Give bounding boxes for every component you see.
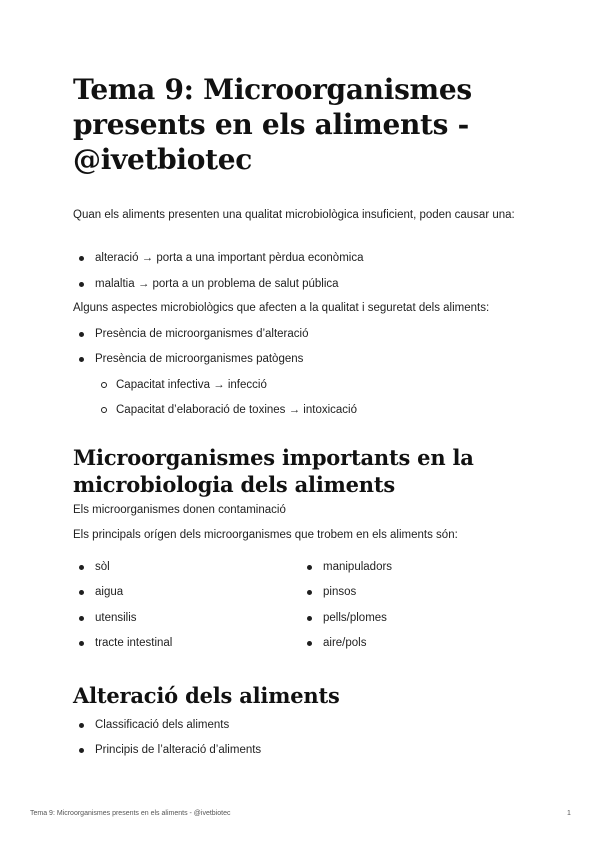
intro-list	[73, 250, 364, 267]
origins-list-col2	[301, 584, 356, 601]
section-heading-alteration: Alteració dels aliments	[73, 683, 340, 708]
origins-list-col1	[73, 610, 137, 627]
section-heading-microorganisms: Microorganismes importants en la microbiologia dels aliments	[73, 445, 474, 497]
list-item: tracte intestinal	[73, 635, 172, 652]
list-item: Presència de microorganismes patògens	[73, 351, 303, 368]
page-number: 1	[567, 810, 571, 817]
aspects-sublist	[73, 377, 267, 394]
list-item: utensilis	[73, 610, 137, 627]
list-item: pinsos	[301, 584, 356, 601]
origins-list-col2	[301, 635, 366, 652]
sub-list-item: Capacitat infectiva → infecció	[73, 377, 267, 394]
list-item: Classificació dels aliments	[73, 717, 229, 734]
list-item: sòl	[73, 559, 110, 576]
aspects-paragraph: Alguns aspectes microbiològics que afecten a la qualitat i seguretat dels aliments:	[73, 302, 490, 314]
aspects-list	[73, 351, 303, 368]
list-item: aigua	[73, 584, 123, 601]
list-item: manipuladors	[301, 559, 392, 576]
list-item: Presència de microorganismes d’alteració	[73, 326, 309, 343]
list-item: alteració → porta a una important pèrdua econòmica	[73, 250, 364, 267]
alteration-list	[73, 717, 229, 734]
intro-paragraph: Quan els aliments presenten una qualitat microbiològica insuficient, poden causar una:	[73, 209, 515, 221]
sub-list-item: Capacitat d’elaboració de toxines → intoxicació	[73, 402, 357, 419]
list-item: Principis de l’alteració d’aliments	[73, 742, 261, 759]
origins-list-col1	[73, 584, 123, 601]
aspects-sublist	[73, 402, 357, 419]
list-item: malaltia → porta a un problema de salut pública	[73, 276, 339, 293]
list-item: aire/pols	[301, 635, 366, 652]
page-title: Tema 9: Microorganismes presents en els aliments - @ivetbiotec	[73, 73, 472, 176]
footer-text: Tema 9: Microorganismes presents en els aliments - @ivetbiotec	[30, 810, 231, 817]
aspects-list	[73, 326, 309, 343]
origins-list-col2	[301, 559, 392, 576]
list-item: pells/plomes	[301, 610, 387, 627]
origins-list-col1	[73, 635, 172, 652]
origins-list-col1	[73, 559, 110, 576]
alteration-list	[73, 742, 261, 759]
section1-line1: Els microorganismes donen contaminació	[73, 504, 286, 516]
section1-line2: Els principals orígen dels microorganismes que trobem en els aliments són:	[73, 529, 458, 541]
origins-list-col2	[301, 610, 387, 627]
intro-list	[73, 276, 339, 293]
